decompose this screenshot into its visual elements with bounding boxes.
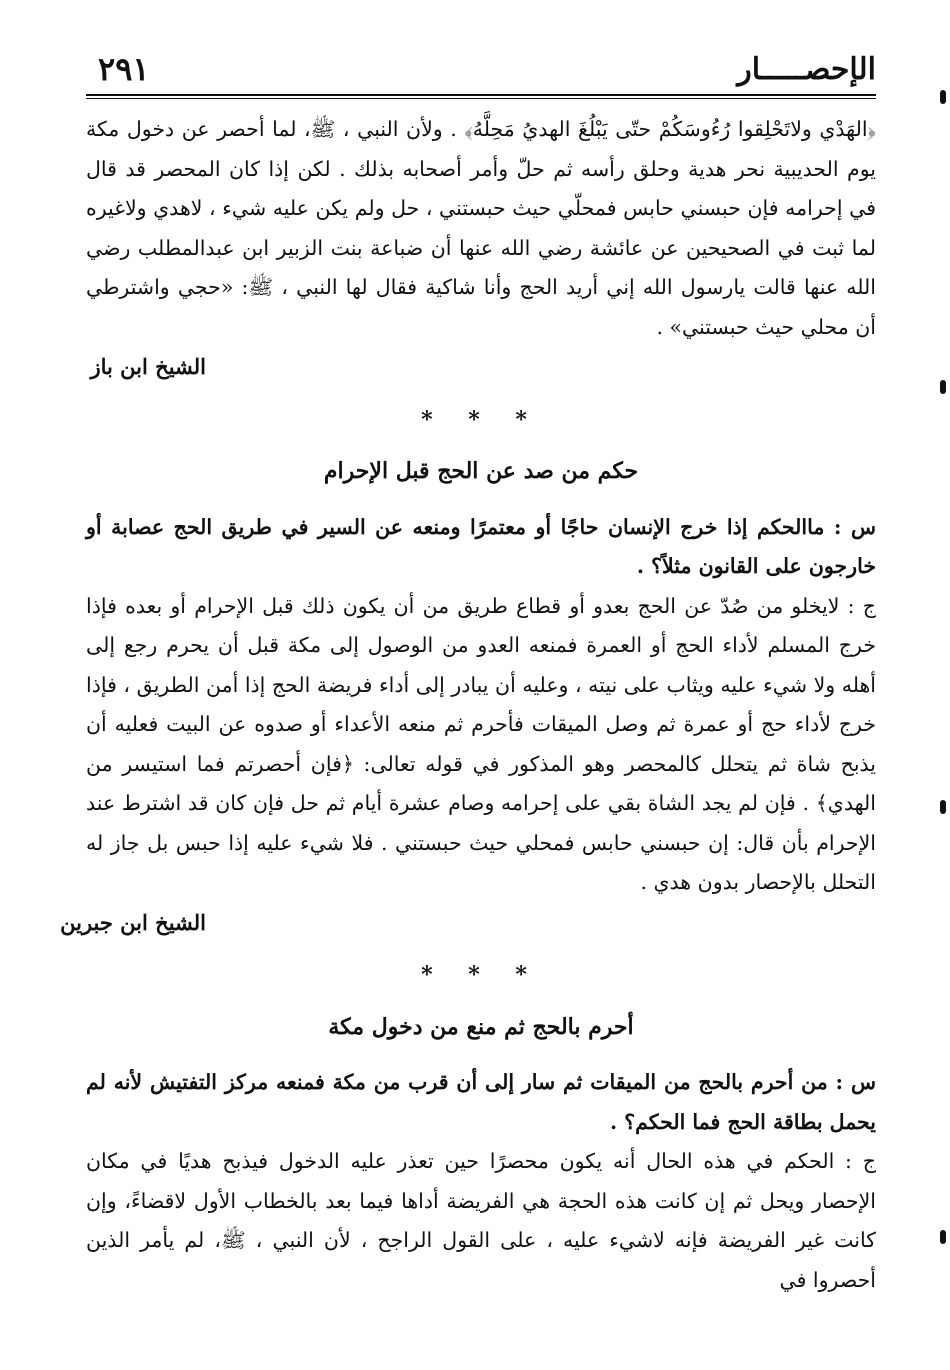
author-signature: الشيخ ابن باز bbox=[90, 354, 206, 379]
section-separator: * * * bbox=[421, 962, 541, 988]
scan-edge-mark bbox=[940, 90, 946, 104]
chapter-title: الإحصـــــار bbox=[737, 52, 876, 87]
question-paragraph: س : من أحرم بالحج من الميقات ثم سار إلى أن قرب من مكة فمنعه مركز التفتيش لأنه لم يحمل بطاقة الحج فما الحكم؟ . bbox=[86, 1070, 876, 1134]
section-heading: حكم من صد عن الحج قبل الإحرام bbox=[323, 458, 639, 484]
section-separator: * * * bbox=[421, 406, 541, 433]
header-rule-thin bbox=[86, 98, 876, 99]
answer-paragraph: ج : لايخلو من صُدّ عن الحج بعدو أو قطاع طريق من أن يكون ذلك قبل الإحرام أو بعده فإذا خرج المسلم لأداء الحج أو العمرة فمنعه العدو من الوصول إلى مكة قبل أن يحرم رجع إلى أهله ولا شيء عليه ويثاب على نيته ، وعليه أن يبادر إلى أداء فريضة الحج إذا أمن الطريق ، فإذا خرج لأداء حج أو عمرة ثم وصل الميقات فأحرم ثم منعه الأعداء أو صدوه عن البيت فعليه أن يذبح شاة ثم يتحلل كالمحصر وهو المذكور في قوله تعالى: ﴿فإن أحصرتم فما استيسر من الهدي﴾ . فإن لم يجد الشاة بقي على إحرامه وصام عشرة أيام ثم حل فإن كان قد اشترط عند الإحرام بأن قال: إن حبسني حابس فمحلي حيث حبستني . فلا شيء عليه إذا حبس بل جاز له التحلل بالإحصار بدون هدي . bbox=[86, 593, 876, 894]
question-paragraph: س : ماالحكم إذا خرج الإنسان حاجًا أو معتمرًا ومنعه عن السير في طريق الحج عصابة أو خارجون على القانون مثلاً؟ . bbox=[86, 514, 876, 578]
page-content bbox=[60, 110, 876, 1300]
author-signature: الشيخ ابن جبرين bbox=[60, 909, 206, 935]
scan-edge-mark bbox=[940, 1230, 946, 1244]
scan-edge-mark bbox=[940, 800, 946, 814]
paragraph-continuation: ﴿الهَدْي ولاتَحْلِقوا رُءُوسَكُمْ حتّى يَبْلُغَ الهديُ مَحِلَّهُ﴾ . ولأن النبي ، ﷺ، لما أحصر عن دخول مكة يوم الحديبية نحر هدية وحلق رأسه ثم حلّ وأمر أصحابه بذلك . لكن إذا كان المحصر قد قال في إحرامه فإن حبسني حابس فمحلّي حيث حبستني ، حل ولم يكن عليه شيء ، لاهدي ولاغيره لما ثبت في الصحيحين عن عائشة رضي الله عنها أن ضباعة بنت الزبير ابن عبدالمطلب رضي الله عنها قالت يارسول الله إني أريد الحج وأنا شاكية فقال لها النبي ، ﷺ: «حجي واشترطي أن محلي حيث حبستني» . bbox=[86, 117, 876, 339]
scan-edge-mark bbox=[940, 380, 946, 394]
page-number: ٢٩١ bbox=[98, 50, 150, 88]
page-header bbox=[86, 48, 876, 94]
answer-paragraph: ج : الحكم في هذه الحال أنه يكون محصرًا حين تعذر عليه الدخول فيذبح هديًا في مكان الإحصار ويحل ثم إن كانت هذه الحجة هي الفريضة أداها فيما بعد بالخطاب الأول لاقضاءً، وإن كانت غير الفريضة فإنه لاشيء عليه ، على القول الراجح ، لأن النبي ، ﷺ، لم يأمر الذين أحصروا في bbox=[86, 1149, 876, 1292]
header-rule bbox=[86, 94, 876, 96]
section-heading: أحرم بالحج ثم منع من دخول مكة bbox=[328, 1013, 634, 1040]
